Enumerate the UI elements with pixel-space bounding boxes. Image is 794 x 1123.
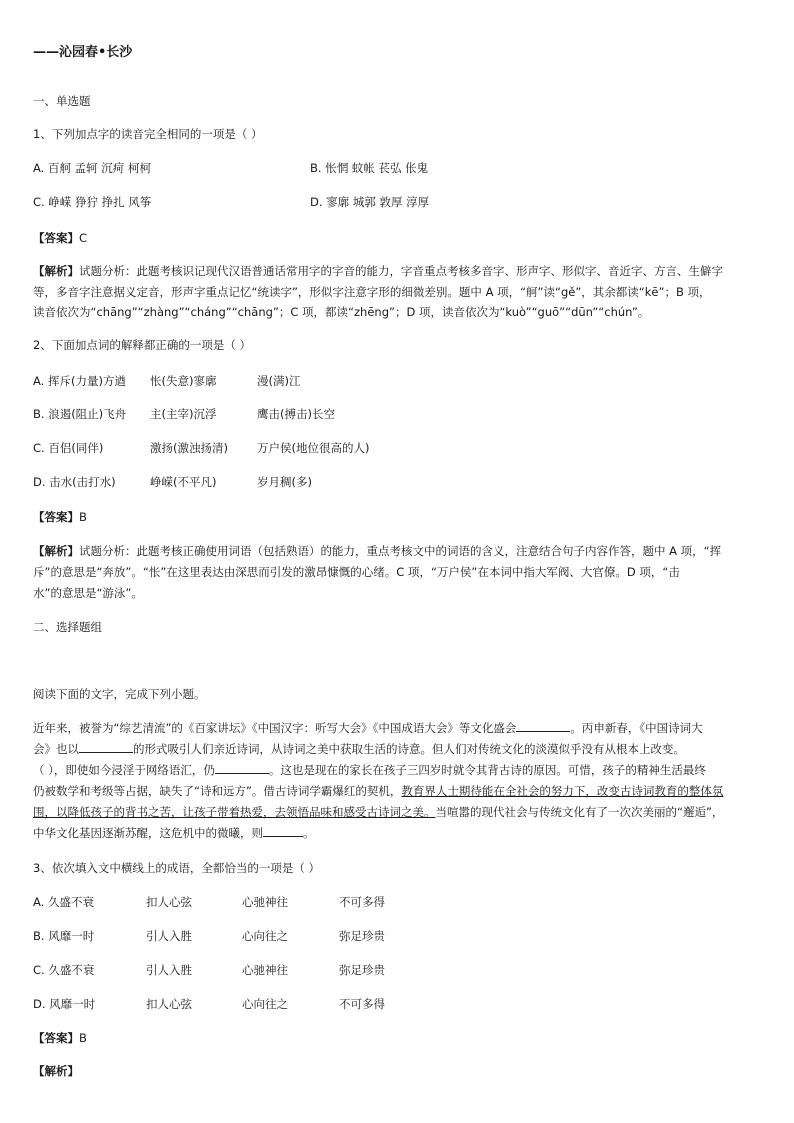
passage-instruction: 阅读下面的文字，完成下列小题。 — [33, 687, 206, 701]
q3-option-a: A. 久盛不衰 扣人心弦 心驰神往 不可多得 — [33, 895, 385, 909]
q2-analysis-line-2: 斥”的意思是“奔放”。“怅”在这里表达由深思而引发的激昂慷慨的心绪。C 项，“万户侯”在本词中指大军阀、大官僚。D 项，“击 — [33, 565, 680, 579]
passage-line-1: 近年来，被誉为“综艺清流”的《百家讲坛》《中国汉字：听写大会》《中国成语大会》等文化盛会 。丙申新春，《中国诗词大 — [33, 721, 703, 735]
q1-analysis-line-1: 【解析】试题分析：此题考核识记现代汉语普通话常用字的字音的能力，字音重点考核多音字、形声字、形似字、音近字、方言、生僻字 — [33, 264, 723, 278]
q2-analysis-line-1: 【解析】试题分析：此题考核正确使用词语（包括熟语）的能力，重点考核文中的词语的含义，注意结合句子内容作答，题中 A 项，“挥 — [33, 544, 722, 558]
question-1: 1、下列加点字的读音完全相同的一项是（ ） — [33, 127, 263, 141]
q1-option-a: A. 百舸 孟轲 沉疴 柯柯 — [33, 161, 151, 175]
doc-title: ——沁园春•长沙 — [33, 45, 133, 60]
q1-analysis-line-3: 读音依次为“chāng”“zhàng”“cháng”“chāng”；C 项，都读“zhēng”；D 项，读音依次为“kuò”“guō”“dūn”“chún”。 — [33, 305, 650, 319]
q1-option-b: B. 怅惘 蚊帐 苌弘 伥鬼 — [310, 161, 429, 175]
passage-line-3: （ ），即使如今浸淫于网络语汇，仍 。这也是现在的家长在孩子三四岁时就令其背古诗的原因。可惜，孩子的精神生活最终 — [33, 763, 706, 777]
question-2: 2、下面加点词的解释都正确的一项是（ ） — [33, 338, 251, 352]
passage-line-2: 会》也以 的形式吸引人们亲近诗词，从诗词之美中获取生活的诗意。但人们对传统文化的淡漠似乎没有从根本上改变。 — [33, 742, 685, 756]
q3-option-d: D. 风靡一时 扣人心弦 心向往之 不可多得 — [33, 997, 385, 1011]
passage-line-4: 仍被数学和考级等占据，缺失了“诗和远方”。借古诗词学霸爆红的契机，教育界人士期待能在全社会的努力下，改变古诗词教育的整体氛 — [33, 784, 724, 798]
q2-answer: 【答案】B — [33, 510, 87, 524]
section-heading-2: 二、选择题组 — [33, 620, 102, 634]
q1-option-c: C. 峥嵘 狰狞 挣扎 风筝 — [33, 195, 152, 209]
q2-option-d: D. 击水(击打水) 峥嵘(不平凡) 岁月稠(多) — [33, 475, 312, 489]
q3-option-b: B. 风靡一时 引人入胜 心向往之 弥足珍贵 — [33, 929, 385, 943]
q3-answer: 【答案】B — [33, 1031, 87, 1045]
q2-option-a: A. 挥斥(力量)方遒 怅(失意)寥廓 漫(满)江 — [33, 374, 301, 388]
q3-option-c: C. 久盛不衰 引人入胜 心驰神往 弥足珍贵 — [33, 963, 385, 977]
q1-option-d: D. 寥廓 城郭 敦厚 淳厚 — [310, 195, 430, 209]
section-heading-1: 一、单选题 — [33, 94, 91, 108]
q2-option-b: B. 浪遏(阻止)飞舟 主(主宰)沉浮 鹰击(搏击)长空 — [33, 407, 335, 421]
q3-analysis-label: 【解析】 — [33, 1064, 79, 1078]
question-3: 3、依次填入文中横线上的成语，全都恰当的一项是（ ） — [33, 861, 320, 875]
q1-analysis-line-2: 等，多音字注意据义定音，形声字重点记忆“统读字”，形似字注意字形的细微差别。题中 A 项，“舸”读“gě”，其余都读“kē”；B 项， — [33, 285, 711, 299]
q2-option-c: C. 百侣(同伴) 激扬(激浊扬清) 万户侯(地位很高的人) — [33, 441, 370, 455]
passage-line-5: 围，以降低孩子的背书之苦，让孩子带着热爱，去领悟品味和感受古诗词之美。当喧嚣的现代社会与传统文化有了一次次美丽的“邂逅”， — [33, 805, 724, 819]
passage-line-6: 中华文化基因逐渐苏醒，这危机中的微曦，则 。 — [33, 826, 315, 840]
q1-answer: 【答案】C — [33, 231, 88, 245]
q2-analysis-line-3: 水”的意思是“游泳”。 — [33, 586, 143, 600]
